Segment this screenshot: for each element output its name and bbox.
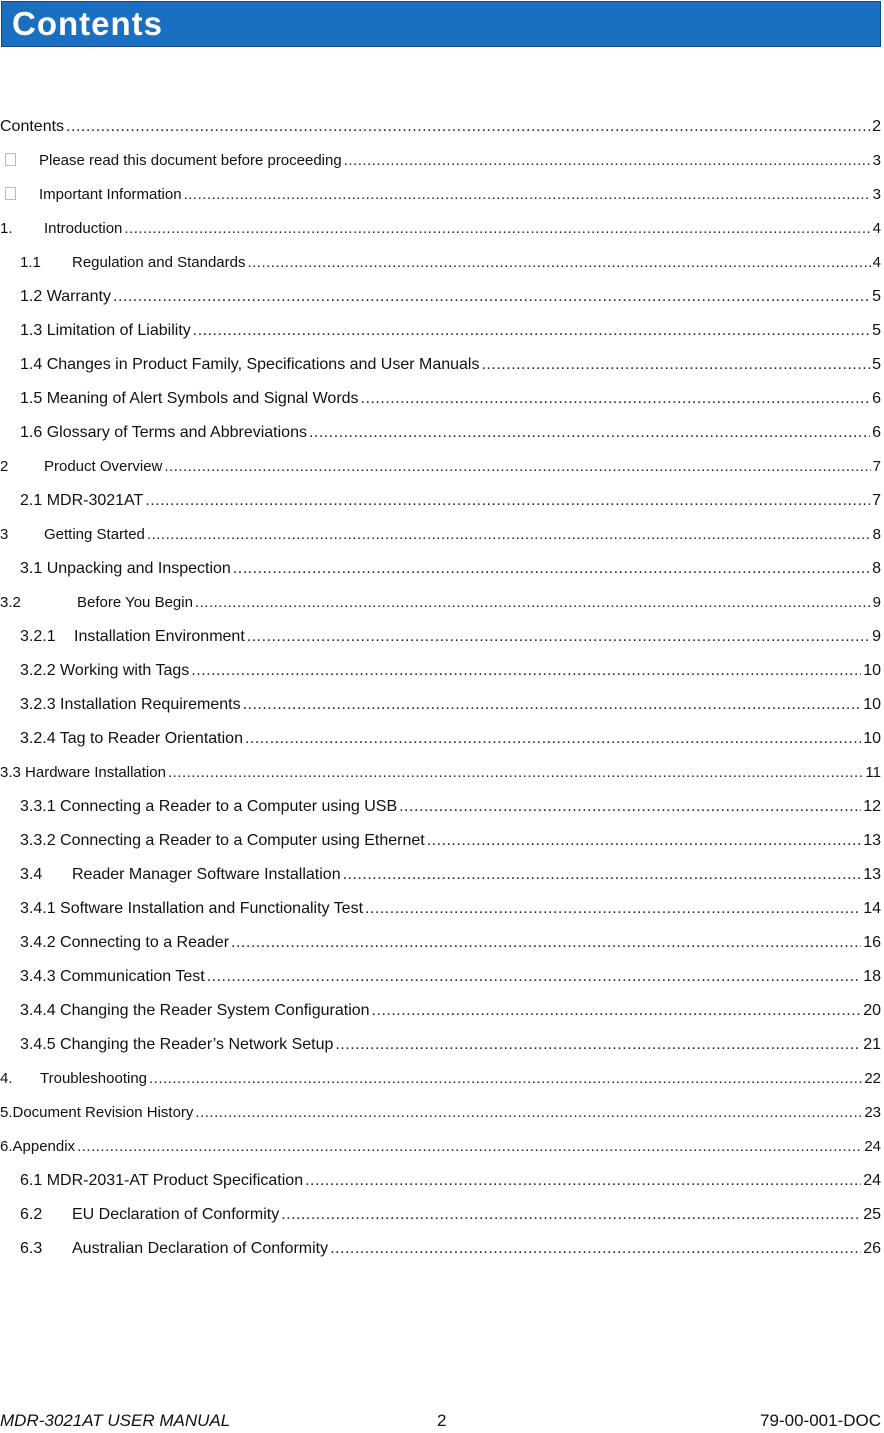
toc-entry-label: 3.3 Hardware Installation [0,764,166,781]
toc-leader-dots [147,524,871,546]
toc-leader-dots [309,422,870,444]
toc-leader-dots [207,966,862,988]
toc-entry-label: Important Information [39,186,182,203]
toc-entry[interactable] [20,898,881,920]
toc-entry-label: Please read this document before proceeding [39,152,342,169]
checkbox-bullet-icon [5,187,16,200]
toc-entry[interactable] [20,932,881,954]
toc-leader-dots [149,1068,862,1090]
toc-entry-page: 9 [872,628,881,645]
toc-entry-page: 8 [872,560,881,577]
toc-entry-page: 26 [863,1240,881,1257]
toc-leader-dots [233,558,870,580]
toc-entry-label: 3.4.2 Connecting to a Reader [20,934,230,951]
toc-entry[interactable] [20,660,881,682]
toc-entry[interactable] [20,252,881,274]
toc-entry-number: 3.2 [0,594,21,611]
toc-entry-label: Product Overview [44,458,163,475]
toc-entry[interactable] [0,218,881,240]
toc-entry-label: 3.1 Unpacking and Inspection [20,560,231,577]
toc-leader-dots [481,354,870,376]
toc-leader-dots [365,898,861,920]
toc-entry-page: 10 [863,662,881,679]
toc-entry-label: 3.4.3 Communication Test [20,968,205,985]
toc-entry[interactable] [20,830,881,852]
toc-leader-dots [145,490,870,512]
toc-entry-page: 16 [863,934,881,951]
toc-entry-page: 23 [864,1104,881,1121]
toc-entry-page: 21 [863,1036,881,1053]
toc-entry-label: 1.2 Warranty [20,288,111,305]
toc-entry[interactable] [20,1034,881,1056]
toc-entry-label: Regulation and Standards [72,254,246,271]
toc-entry-page: 13 [863,832,881,849]
toc-entry-page: 6 [872,390,881,407]
toc-entry-label: Introduction [44,220,123,237]
toc-entry-label: 3.2.4 Tag to Reader Orientation [20,730,243,747]
toc-entry-page: 12 [863,798,881,815]
toc-entry-label: Reader Manager Software Installation [72,866,341,883]
toc-entry-page: 7 [872,492,881,509]
toc-leader-dots [330,1238,861,1260]
toc-entry-label: 3.2.2 Working with Tags [20,662,190,679]
toc-entry[interactable] [20,1204,881,1226]
toc-entry[interactable] [0,116,881,138]
toc-entry-page: 6 [872,424,881,441]
toc-leader-dots [191,660,861,682]
toc-entry[interactable] [20,490,881,512]
toc-leader-dots [372,1000,862,1022]
toc-entry-number: 6.2 [20,1206,43,1223]
toc-entry-page: 10 [863,730,881,747]
toc-entry-label: 1.4 Changes in Product Family, Specifications and User Manuals [20,356,480,373]
toc-entry-page: 24 [864,1138,881,1155]
toc-entry[interactable] [0,1068,881,1090]
toc-leader-dots [184,184,871,206]
toc-leader-dots [281,1204,861,1226]
footer-page-number: 2 [437,1411,447,1430]
toc-entry[interactable] [5,184,881,206]
toc-entry[interactable] [0,1102,881,1124]
toc-leader-dots [66,116,870,138]
toc-entry-label: 3.4.1 Software Installation and Functionality Test [20,900,364,917]
toc-leader-dots [193,320,870,342]
toc-entry-label: 3.4.5 Changing the Reader’s Network Setup [20,1036,334,1053]
toc-entry[interactable] [20,388,881,410]
toc-leader-dots [124,218,870,240]
toc-entry[interactable] [0,762,881,784]
toc-entry-label: EU Declaration of Conformity [72,1206,280,1223]
toc-leader-dots [335,1034,861,1056]
toc-entry-page: 20 [863,1002,881,1019]
toc-entry[interactable] [20,796,881,818]
toc-entry-label: Troubleshooting [40,1070,148,1087]
toc-entry-number: 3.2.1 [20,628,56,645]
toc-entry-number: 6.3 [20,1240,43,1257]
toc-entry[interactable] [20,1238,881,1260]
toc-entry-number: 2 [0,458,9,475]
toc-entry-label: 3.4.4 Changing the Reader System Configuration [20,1002,370,1019]
toc-entry-number: 3 [0,526,9,543]
toc-entry[interactable] [20,558,881,580]
toc-entry[interactable] [20,728,881,750]
toc-entry-page: 18 [863,968,881,985]
page-footer [0,1411,884,1433]
toc-entry-label: 6.1 MDR-2031-AT Product Specification [20,1172,304,1189]
toc-entry[interactable] [20,694,881,716]
toc-entry-number: 1.1 [20,254,41,271]
toc-leader-dots [195,592,871,614]
toc-entry-page: 5 [872,356,881,373]
toc-entry-page: 4 [872,220,881,237]
toc-leader-dots [427,830,862,852]
toc-entry-label: 1.6 Glossary of Terms and Abbreviations [20,424,307,441]
toc-leader-dots [247,626,870,648]
toc-entry[interactable] [20,320,881,342]
toc-leader-dots [343,864,862,886]
toc-entry[interactable] [20,354,881,376]
toc-entry-label: 3.3.2 Connecting a Reader to a Computer using Ethernet [20,832,425,849]
toc-entry-page: 10 [863,696,881,713]
toc-leader-dots [361,388,871,410]
toc-entry-label: 5.Document Revision History [0,1104,194,1121]
toc-entry-page: 24 [863,1172,881,1189]
toc-entry[interactable] [20,1170,881,1192]
toc-entry-page: 3 [872,186,881,203]
toc-entry-page: 9 [872,594,881,611]
toc-entry-number: 1. [0,220,13,237]
toc-leader-dots [113,286,870,308]
toc-entry-page: 25 [863,1206,881,1223]
toc-entry[interactable] [20,864,881,886]
footer-doc-code: 79-00-001-DOC [760,1411,881,1430]
page-title: Contents [12,5,163,42]
toc-entry-page: 22 [864,1070,881,1087]
toc-entry[interactable] [20,1000,881,1022]
toc-entry[interactable] [20,626,881,648]
toc-entry[interactable] [0,524,881,546]
toc-leader-dots [399,796,861,818]
toc-leader-dots [305,1170,861,1192]
toc-entry-label: Australian Declaration of Conformity [72,1240,329,1257]
toc-leader-dots [77,1136,862,1158]
toc-leader-dots [231,932,861,954]
toc-entry-page: 13 [863,866,881,883]
toc-entry-page: 4 [872,254,881,271]
toc-entry-number: 4. [0,1070,13,1087]
toc-entry-label: Installation Environment [74,628,245,645]
toc-leader-dots [164,456,870,478]
toc-entry-label: 3.2.3 Installation Requirements [20,696,241,713]
toc-entry-label: Contents [0,118,65,135]
toc-entry[interactable] [20,422,881,444]
toc-entry[interactable] [20,286,881,308]
toc-entry-number: 3.4 [20,866,43,883]
toc-entry[interactable] [0,1136,881,1158]
toc-leader-dots [344,150,871,172]
toc-entry[interactable] [0,592,881,614]
toc-leader-dots [195,1102,862,1124]
toc-leader-dots [247,252,870,274]
toc-entry-label: 1.5 Meaning of Alert Symbols and Signal Words [20,390,359,407]
toc-entry-page: 11 [865,764,881,781]
toc-entry-page: 2 [872,118,881,135]
section-title-bar [1,1,881,47]
toc-entry-label: 6.Appendix [0,1138,76,1155]
checkbox-bullet-icon [5,153,16,166]
toc-entry-label: Getting Started [44,526,145,543]
toc-entry-page: 5 [872,322,881,339]
toc-entry-label: Before You Begin [77,594,193,611]
toc-leader-dots [245,728,861,750]
toc-entry[interactable] [20,966,881,988]
toc-leader-dots [168,762,863,784]
toc-entry-label: 3.3.1 Connecting a Reader to a Computer using USB [20,798,398,815]
toc-entry-page: 14 [863,900,881,917]
toc-entry-page: 3 [872,152,881,169]
toc-entry-label: 1.3 Limitation of Liability [20,322,191,339]
toc-entry-page: 5 [872,288,881,305]
toc-entry[interactable] [0,456,881,478]
footer-manual-name: MDR-3021AT USER MANUAL [0,1411,231,1430]
toc-entry-page: 8 [872,526,881,543]
toc-entry-label: 2.1 MDR-3021AT [20,492,144,509]
toc-leader-dots [243,694,862,716]
toc-entry[interactable] [5,150,881,172]
toc-entry-page: 7 [872,458,881,475]
